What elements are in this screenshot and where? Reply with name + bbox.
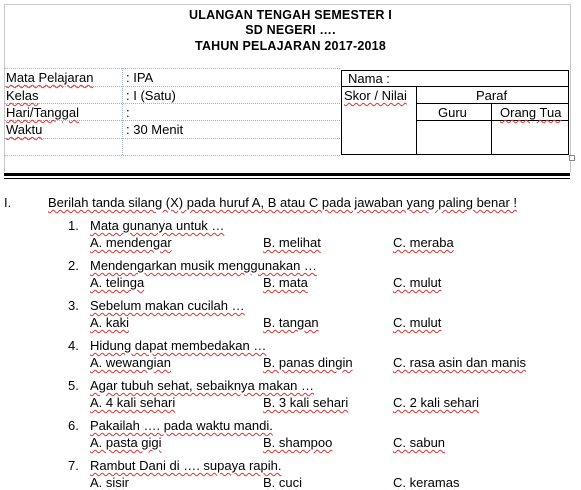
info-grid-line xyxy=(4,155,340,156)
option-a-wrap xyxy=(90,355,171,370)
score-box-line xyxy=(416,120,569,121)
question-number-wrap xyxy=(68,338,79,353)
option-b-wrap xyxy=(263,395,348,410)
question-text-wrap xyxy=(90,218,224,233)
option-b: B. 3 kali sehari xyxy=(263,395,349,410)
question-text: Rambut Dani di …. supaya rapih. xyxy=(90,458,282,473)
option-a: A. pasta gigi xyxy=(90,435,162,450)
option-b-wrap xyxy=(263,235,321,250)
question-number-wrap xyxy=(68,258,79,273)
class-label: Kelas xyxy=(6,88,39,103)
option-c: C. rasa asin dan manis xyxy=(393,355,526,370)
option-c-wrap xyxy=(393,235,454,250)
option-c: C. keramas xyxy=(393,475,460,490)
score-box-divider xyxy=(416,86,417,155)
header-title: ULANGAN TENGAH SEMESTER I xyxy=(189,8,392,22)
option-a-wrap xyxy=(90,395,175,410)
question-number-wrap xyxy=(68,458,79,473)
page-top-border xyxy=(4,4,570,5)
option-b-wrap xyxy=(263,355,353,370)
header-school: SD NEGERI …. xyxy=(245,23,336,37)
option-c: C. 2 kali sehari xyxy=(393,395,479,410)
option-a: A. 4 kali sehari xyxy=(90,395,176,410)
question-number: 3. xyxy=(68,298,79,313)
option-a: A. telinga xyxy=(90,275,145,290)
info-grid-line xyxy=(4,68,340,69)
option-c-wrap xyxy=(393,275,441,290)
option-a-wrap xyxy=(90,475,129,490)
info-grid-line xyxy=(4,138,340,139)
question-number-wrap xyxy=(68,298,79,313)
option-b: B. mata xyxy=(263,275,308,290)
question-number: 2. xyxy=(68,258,79,273)
option-a: A. kaki xyxy=(90,315,130,330)
option-a: A. wewangian xyxy=(90,355,171,370)
question-text-wrap xyxy=(90,338,266,353)
section-number: I. xyxy=(4,195,12,210)
teacher-label: Guru xyxy=(438,105,467,120)
score-box-divider xyxy=(491,103,492,155)
score-box-line xyxy=(416,103,569,104)
option-b-wrap xyxy=(263,435,332,450)
question-text-wrap xyxy=(90,378,314,393)
question-number-wrap xyxy=(68,218,79,233)
option-c-wrap xyxy=(393,355,526,370)
day-date-value: : xyxy=(126,105,130,120)
option-b-wrap xyxy=(263,475,302,490)
option-a-wrap xyxy=(90,315,129,330)
option-a-wrap xyxy=(90,435,162,450)
option-c-wrap xyxy=(393,435,445,450)
question-text-wrap xyxy=(90,298,245,313)
question-number: 7. xyxy=(68,458,79,473)
separator-thick xyxy=(4,173,570,176)
option-c-wrap xyxy=(393,315,441,330)
time-label: Waktu xyxy=(6,122,43,137)
score-box-line xyxy=(341,86,569,87)
question-text: Pakailah …. pada waktu mandi. xyxy=(90,418,273,433)
option-b: B. shampoo xyxy=(263,435,333,450)
time-value: : 30 Menit xyxy=(126,122,184,137)
question-text: Mendengarkan musik menggunakan … xyxy=(90,258,317,273)
question-number: 4. xyxy=(68,338,79,353)
subject-label: Mata Pelajaran xyxy=(6,70,94,85)
header-year: TAHUN PELAJARAN 2017-2018 xyxy=(195,39,386,53)
question-text: Sebelum makan cucilah … xyxy=(90,298,245,313)
option-b: B. melihat xyxy=(263,235,321,250)
option-a-wrap xyxy=(90,275,144,290)
option-b-wrap xyxy=(263,275,308,290)
option-c: C. mulut xyxy=(393,315,442,330)
question-text-wrap xyxy=(90,458,281,473)
question-text: Hidung dapat membedakan … xyxy=(90,338,267,353)
option-c-wrap xyxy=(393,395,479,410)
question-text: Mata gunanya untuk … xyxy=(90,218,225,233)
info-grid-line xyxy=(4,103,340,104)
option-a: A. mendengar xyxy=(90,235,172,250)
subject-value: : IPA xyxy=(126,70,154,85)
option-b-wrap xyxy=(263,315,319,330)
option-b: B. panas dingin xyxy=(263,355,353,370)
option-c: C. mulut xyxy=(393,275,442,290)
info-grid-line xyxy=(4,120,340,121)
option-c-wrap xyxy=(393,475,459,490)
option-a: A. sisir xyxy=(90,475,129,490)
section-instruction: Berilah tanda silang (X) pada huruf A, B atau C pada jawaban yang paling benar ! xyxy=(48,195,518,210)
option-c: C. meraba xyxy=(393,235,454,250)
option-c: C. sabun xyxy=(393,435,446,450)
question-text-wrap xyxy=(90,258,317,273)
paraf-label: Paraf xyxy=(476,88,508,103)
info-grid-divider xyxy=(122,68,123,155)
class-value: : I (Satu) xyxy=(126,88,176,103)
resize-handle[interactable] xyxy=(569,155,575,161)
question-number-wrap xyxy=(68,418,79,433)
option-b: B. tangan xyxy=(263,315,319,330)
question-number-wrap xyxy=(68,378,79,393)
question-number: 5. xyxy=(68,378,79,393)
question-number: 1. xyxy=(68,218,79,233)
info-grid-line xyxy=(4,86,340,87)
option-b: B. cuci xyxy=(263,475,303,490)
separator-thin xyxy=(4,178,570,179)
question-number: 6. xyxy=(68,418,79,433)
parent-label: Orang Tua xyxy=(500,105,562,120)
name-label: Nama : xyxy=(348,71,390,86)
option-a-wrap xyxy=(90,235,172,250)
score-label: Skor / Nilai xyxy=(344,88,407,103)
question-text-wrap xyxy=(90,418,273,433)
day-date-label: Hari/Tanggal xyxy=(6,105,79,120)
question-text: Agar tubuh sehat, sebaiknya makan … xyxy=(90,378,315,393)
